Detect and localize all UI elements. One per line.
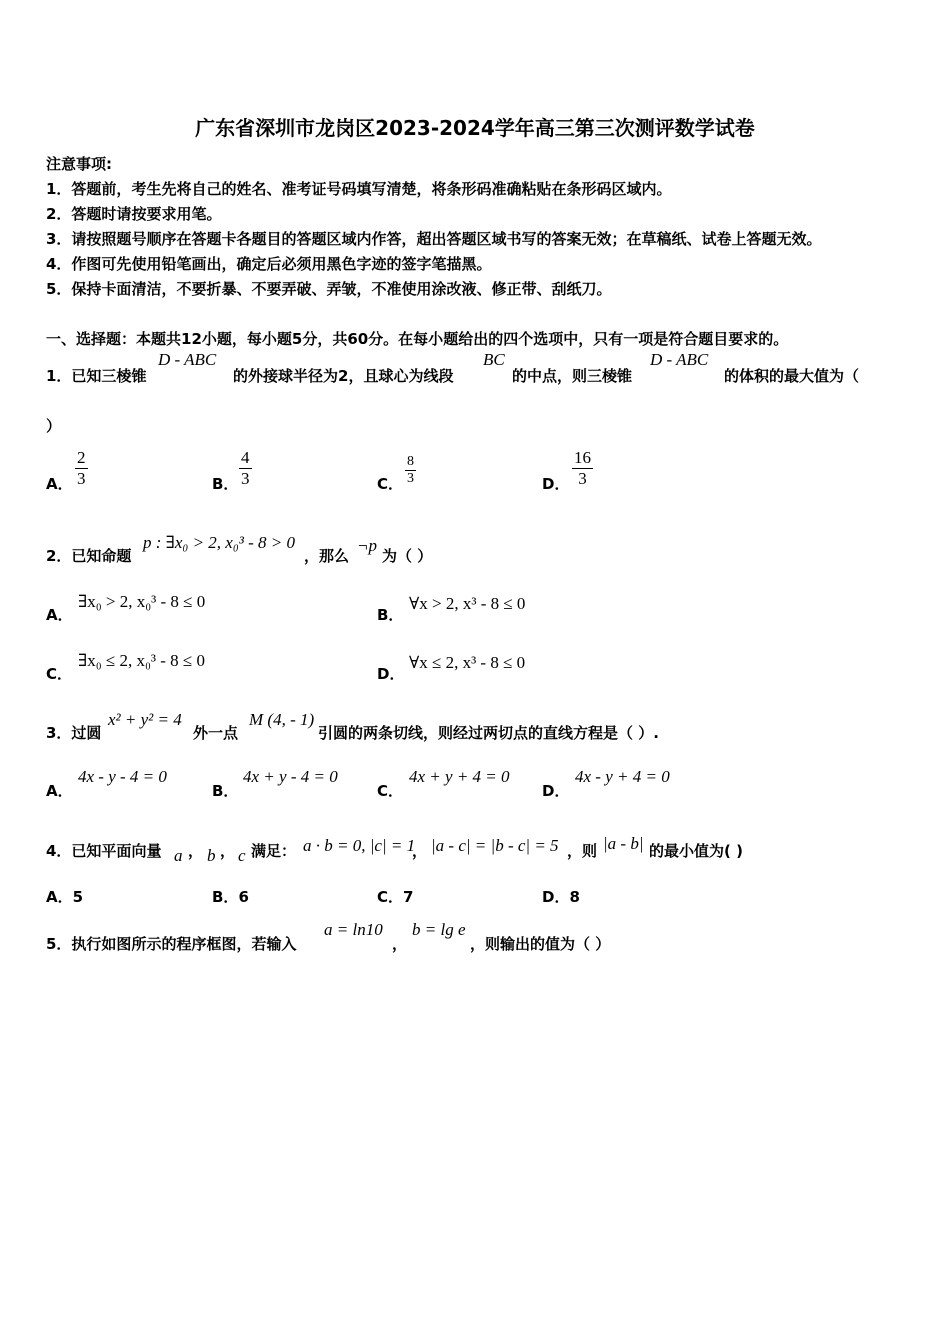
q1-option-label[interactable]: B． (212, 475, 239, 493)
q2-option-label[interactable]: A． (46, 606, 73, 624)
q2-text: 2．已知命题 (46, 547, 132, 565)
notice-item: 2．答题时请按要求用笔。 (46, 205, 222, 223)
q1-option-fraction: $\frac{4}{3}$ (241, 448, 250, 488)
page-title: 广东省深圳市龙岗区2023-2024学年高三第三次测评数学试卷 (195, 116, 755, 140)
q1-text: ） (46, 417, 62, 435)
notice-item: 5．保持卡面清洁，不要折暴、不要弄破、弄皱，不准使用涂改液、修正带、刮纸刀。 (46, 280, 612, 298)
q2-text: 为（ ） (382, 547, 433, 565)
q2-math-negation: ¬p (357, 536, 377, 555)
q4-option[interactable]: A．5 (46, 888, 84, 906)
q4-text: 的最小值为( ) (649, 842, 743, 860)
q4-text: ， (220, 842, 236, 860)
q3-text: 引圆的两条切线，则经过两切点的直线方程是（ ）. (318, 724, 659, 742)
q1-text: 的外接球半径为2，且球心为线段 (233, 367, 454, 385)
q4-math-vector-a: a (174, 846, 183, 865)
q3-text: 外一点 (193, 724, 239, 742)
q4-math-target: |a - b| (603, 834, 644, 853)
q2-option-expr: ∃x₀ ≤ 2, x₀³ - 8 ≤ 0 (78, 651, 205, 670)
q2-option-label[interactable]: B． (377, 606, 404, 624)
q1-text: 1．已知三棱锥 (46, 367, 147, 385)
q4-math-condition: |a - c| = |b - c| = 5 (431, 836, 559, 855)
q4-text: ， (188, 842, 204, 860)
q3-option-expr: 4x - y + 4 = 0 (575, 767, 670, 786)
q3-math-point: M (4, - 1) (249, 710, 315, 729)
q2-option-label[interactable]: D． (377, 665, 405, 683)
q3-math-circle: x² + y² = 4 (108, 710, 182, 729)
q1-text: 的中点，则三棱锥 (512, 367, 633, 385)
notice-heading: 注意事项: (46, 155, 112, 173)
q1-option-fraction: $\frac{2}{3}$ (77, 448, 86, 488)
q3-option-label[interactable]: D． (542, 782, 570, 800)
notice-item: 3．请按照题号顺序在答题卡各题目的答题区域内作答，超出答题区域书写的答案无效；在草稿纸、试卷上答题无效。 (46, 230, 822, 248)
q4-text: 满足： (251, 842, 297, 860)
q1-math-segment: BC (483, 350, 505, 369)
q3-text: 3．过圆 (46, 724, 102, 742)
notice-item: 1．答题前，考生先将自己的姓名、准考证号码填写清楚，将条形码准确粘贴在条形码区域内。 (46, 180, 672, 198)
section-header: 一、选择题：本题共12小题，每小题5分，共60分。在每小题给出的四个选项中，只有一项是符合题目要求的。 (46, 330, 789, 348)
q1-option-label[interactable]: A． (46, 475, 73, 493)
q2-option-expr: ∃x₀ > 2, x₀³ - 8 ≤ 0 (78, 592, 206, 611)
q4-option[interactable]: D．8 (542, 888, 580, 906)
q4-math-vector-c: c (238, 846, 246, 865)
q1-math-tetrahedron: D - ABC (650, 350, 709, 369)
q2-math-proposition: p : ∃x₀ > 2, x₀³ - 8 > 0 (143, 533, 295, 552)
q5-math-input-a: a = ln10 (324, 920, 383, 939)
q1-option-label[interactable]: C． (377, 475, 404, 493)
q4-text: ，则 (567, 842, 598, 860)
q4-text: 4．已知平面向量 (46, 842, 162, 860)
q3-option-label[interactable]: A． (46, 782, 73, 800)
q4-math-condition: a · b = 0, |c| = 1 (303, 836, 416, 855)
q5-text: ，则输出的值为（ ） (470, 935, 611, 953)
q5-text: ， (392, 935, 408, 953)
q3-option-expr: 4x - y - 4 = 0 (78, 767, 167, 786)
q2-option-expr: ∀x ≤ 2, x³ - 8 ≤ 0 (409, 653, 526, 672)
q5-math-input-b: b = lg e (412, 920, 466, 939)
notice-item: 4．作图可先使用铅笔画出，确定后必须用黑色字迹的签字笔描黑。 (46, 255, 492, 273)
q4-option[interactable]: B．6 (212, 888, 249, 906)
q4-text: ， (412, 842, 428, 860)
q2-option-label[interactable]: C． (46, 665, 73, 683)
q4-math-vector-b: b (207, 846, 216, 865)
q2-text: ，那么 (304, 547, 350, 565)
q4-option[interactable]: C．7 (377, 888, 414, 906)
q5-text: 5．执行如图所示的程序框图，若输入 (46, 935, 297, 953)
q1-math-tetrahedron: D - ABC (158, 350, 217, 369)
q3-option-label[interactable]: B． (212, 782, 239, 800)
q3-option-expr: 4x + y + 4 = 0 (409, 767, 510, 786)
q2-option-expr: ∀x > 2, x³ - 8 ≤ 0 (409, 594, 526, 613)
q1-text: 的体积的最大值为（ (724, 367, 860, 385)
q1-option-label[interactable]: D． (542, 475, 570, 493)
q1-option-fraction: $\frac{16}{3}$ (574, 448, 591, 488)
q1-option-fraction: $\frac{8}{3}$ (407, 454, 414, 486)
q3-option-expr: 4x + y - 4 = 0 (243, 767, 338, 786)
q3-option-label[interactable]: C． (377, 782, 404, 800)
